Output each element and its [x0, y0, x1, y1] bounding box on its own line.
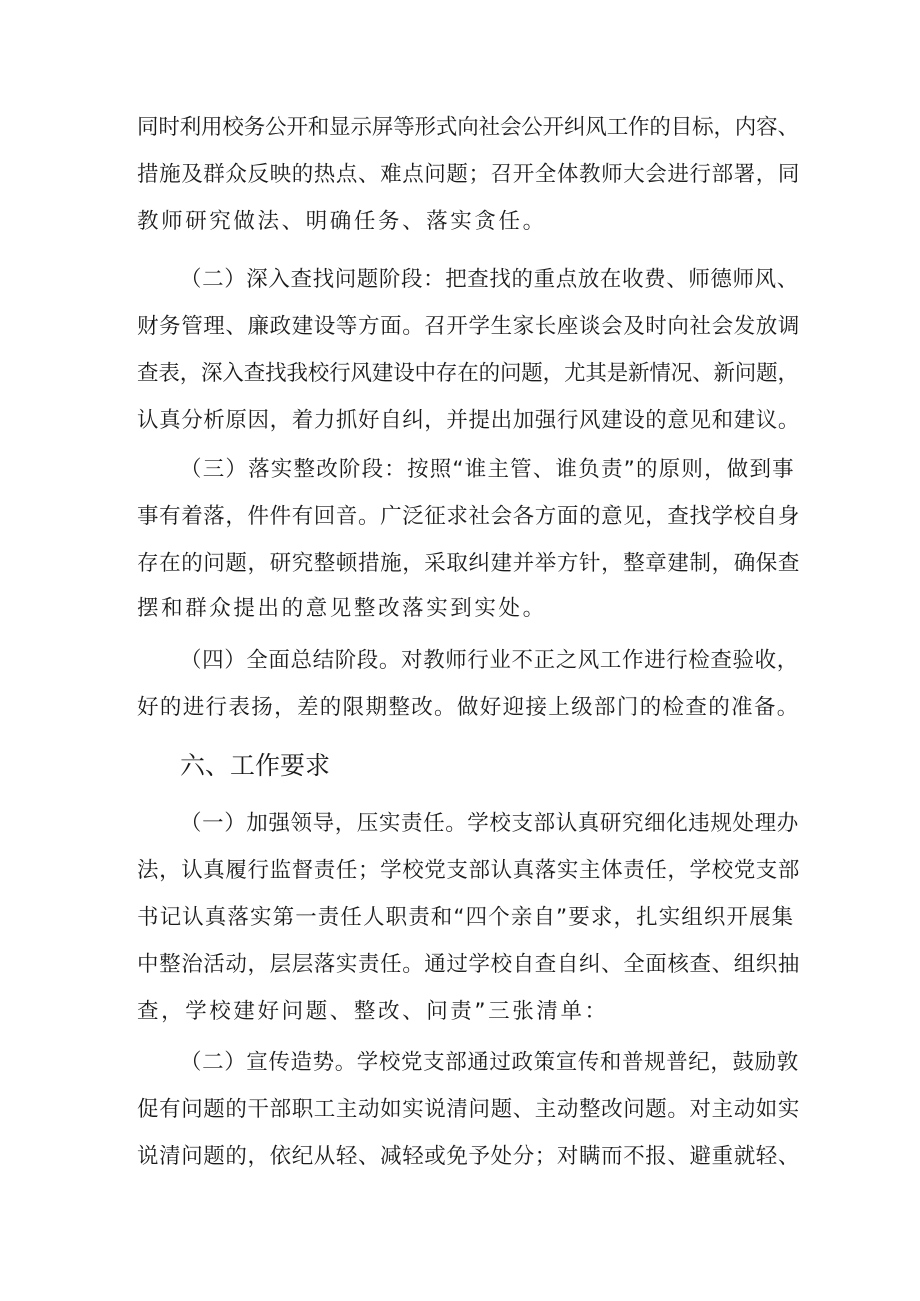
body-line: （一）加强领导，压实责任。学校支部认真研究细化违规处理办	[180, 811, 799, 836]
body-line: （三）落实整改阶段：按照“谁主管、谁负责”的原则，做到事	[180, 457, 795, 482]
body-line: 说清问题的，依纪从轻、减轻或免予处分；对瞒而不报、避重就轻、	[137, 1144, 801, 1169]
body-line: 法，认真履行监督责任；学校党支部认真落实主体责任，学校党支部	[137, 858, 801, 883]
body-line: （二）宣传造势。学校党支部通过政策宣传和普规普纪，鼓励敦	[180, 1050, 799, 1075]
body-line: 好的进行表扬，差的限期整改。做好迎接上级部门的检查的准备。	[137, 695, 800, 720]
body-line: 财务管理、廉政建设等方面。召开学生家长座谈会及时向社会发放调	[137, 314, 801, 339]
body-line: 事有着落，件件有回音。广泛征求社会各方面的意见，查找学校自身	[137, 504, 801, 529]
body-line: 同时利用校务公开和显示屏等形式向社会公开纠风工作的目标，内容、	[137, 115, 799, 140]
body-line: 存在的问题，研究整顿措施，采取纠建并举方针，整章建制，确保查	[137, 551, 801, 576]
body-line: 摆和群众提出的意见整改落实到实处。	[137, 596, 547, 621]
body-line: 教师研究做法、明确任务、落实贪任。	[137, 209, 547, 234]
body-line: 认真分析原因，着力抓好自纠，并提出加强行风建设的意见和建议。	[137, 408, 801, 433]
body-line: 中整治活动，层层落实责任。通过学校自查自纠、全面核查、组织抽	[137, 952, 801, 977]
body-line: 书记认真落实第一责任人职责和“四个亲自”要求，扎实组织开展集	[137, 905, 795, 930]
body-line: 措施及群众反映的热点、难点问题；召开全体教师大会进行部署，同	[137, 162, 801, 187]
body-line: （四）全面总结阶段。对教师行业不正之风工作进行检查验收，	[180, 648, 799, 673]
body-line: （二）深入查找问题阶段：把查找的重点放在收费、师德师风、	[180, 267, 799, 292]
body-line: 查表，深入查找我校行风建设中存在的问题，尤其是新情况、新问题，	[137, 361, 799, 386]
body-line: 查，学校建好问题、整改、问责”三张清单：	[137, 999, 609, 1024]
section-heading: 六、工作要求	[180, 751, 331, 780]
body-line: 促有问题的干部职工主动如实说清问题、主动整改问题。对主动如实	[137, 1097, 801, 1122]
